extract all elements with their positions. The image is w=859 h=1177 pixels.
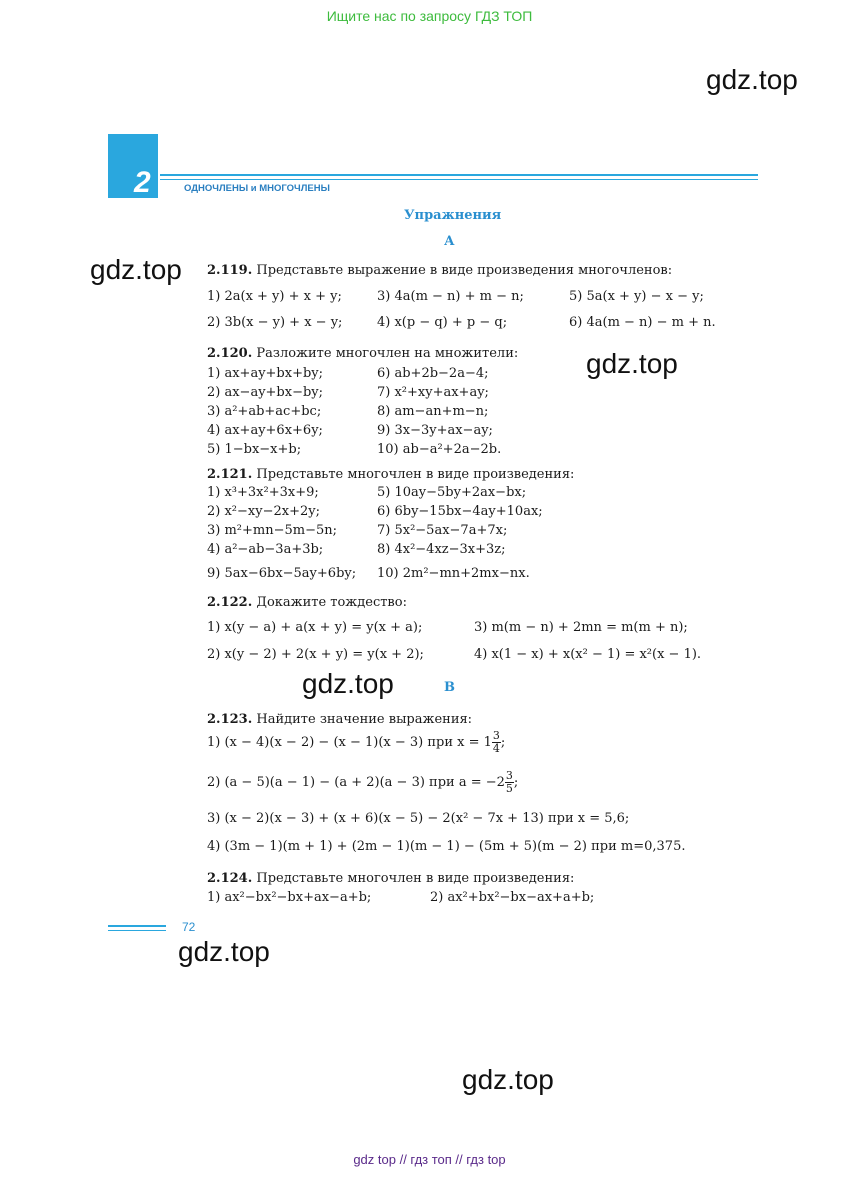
exercise-item: 3) m(m − n) + 2mn = m(m + n); [474,620,688,635]
exercise-item: 5) 1−bx−x+b; [207,442,302,457]
exercise-item: 4) a²−ab−3a+3b; [207,542,324,557]
exercise-2-119-heading: 2.119. Представьте выражение в виде произведения многочленов: [207,263,673,278]
exercise-2-120-heading: 2.120. Разложите многочлен на множители: [207,346,519,361]
watermark: gdz.top [706,64,798,95]
exercise-item: 8) 4x²−4xz−3x+3z; [377,542,506,557]
exercise-2-123-heading: 2.123. Найдите значение выражения: [207,712,473,727]
watermark: gdz.top [302,668,394,699]
watermark: gdz.top [462,1064,554,1095]
section-title: Упражнения [404,208,502,223]
exercise-item: 6) 6by−15bx−4ay+10ax; [377,504,543,519]
exercise-item: 4) (3m − 1)(m + 1) + (2m − 1)(m − 1) − (5m + 5)(m − 2) при m=0,375. [207,839,686,854]
exercise-item: 9) 5ax−6bx−5ay+6by; [207,566,357,581]
exercise-item: 7) x²+xy+ax+ay; [377,385,489,400]
exercise-item: 1) 2a(x + y) + x + y; [207,289,342,304]
exercise-item: 3) m²+mn−5m−5n; [207,523,338,538]
exercise-item: 1) x(y − a) + a(x + y) = y(x + a); [207,620,423,635]
watermark: gdz.top [90,254,182,285]
exercise-item: 3) a²+ab+ac+bc; [207,404,322,419]
watermark: gdz.top [586,348,678,379]
exercise-item: 6) ab+2b−2a−4; [377,366,489,381]
chapter-number: 2 [134,166,151,199]
exercise-item: 2) (a − 5)(a − 1) − (a + 2)(a − 3) при a = −2 $\frac{3}{5}$ ; [207,769,519,795]
exercise-item: 2) x(y − 2) + 2(x + y) = y(x + 2); [207,647,424,662]
watermark: gdz.top [178,936,270,967]
level-a-label: А [444,234,455,249]
exercise-item: 4) ax+ay+6x+6y; [207,423,323,438]
exercise-item: 5) 5a(x + y) − x − y; [569,289,704,304]
exercise-item: 6) 4a(m − n) − m + n. [569,315,716,330]
exercise-item: 2) ax²+bx²−bx−ax+a+b; [430,890,595,905]
footer-rule [108,925,166,927]
header-rule [160,179,758,180]
page-number: 72 [182,920,196,934]
footer-rule [108,930,166,931]
exercise-item: 1) ax²−bx²−bx+ax−a+b; [207,890,372,905]
exercise-item: 1) x³+3x²+3x+9; [207,485,319,500]
exercise-2-124-heading: 2.124. Представьте многочлен в виде произведения: [207,871,575,886]
exercise-item: 10) 2m²−mn+2mx−nx. [377,566,530,581]
exercise-item: 1) ax+ay+bx+by; [207,366,324,381]
exercise-item: 2) 3b(x − y) + x − y; [207,315,343,330]
exercise-2-121-heading: 2.121. Представьте многочлен в виде произведения: [207,467,575,482]
exercise-item: 1) (x − 4)(x − 2) − (x − 1)(x − 3) при x = 1 $\frac{3}{4}$ ; [207,729,506,755]
exercise-item: 7) 5x²−5ax−7a+7x; [377,523,508,538]
exercise-item: 2) ax−ay+bx−by; [207,385,324,400]
exercise-item: 5) 10ay−5by+2ax−bx; [377,485,527,500]
exercise-item: 3) (x − 2)(x − 3) + (x + 6)(x − 5) − 2(x² − 7x + 13) при x = 5,6; [207,811,630,826]
exercise-item: 4) x(p − q) + p − q; [377,315,508,330]
exercise-item: 8) am−an+m−n; [377,404,489,419]
exercise-item: 9) 3x−3y+ax−ay; [377,423,493,438]
exercise-item: 10) ab−a²+2a−2b. [377,442,502,457]
exercise-2-122-heading: 2.122. Докажите тождество: [207,595,407,610]
exercise-item: 4) x(1 − x) + x(x² − 1) = x²(x − 1). [474,647,702,662]
level-b-label: В [444,680,455,695]
fraction: $\frac{3}{5}$ [505,769,513,795]
header-rule [160,174,758,176]
exercise-item: 3) 4a(m − n) + m − n; [377,289,524,304]
exercise-item: 2) x²−xy−2x+2y; [207,504,320,519]
footer-links[interactable]: gdz top // гдз топ // гдз top [353,1152,506,1167]
search-hint-link[interactable]: Ищите нас по запросу ГДЗ ТОП [326,8,533,24]
fraction: $\frac{3}{4}$ [492,729,500,755]
chapter-title: ОДНОЧЛЕНЫ и МНОГОЧЛЕНЫ [184,183,330,194]
